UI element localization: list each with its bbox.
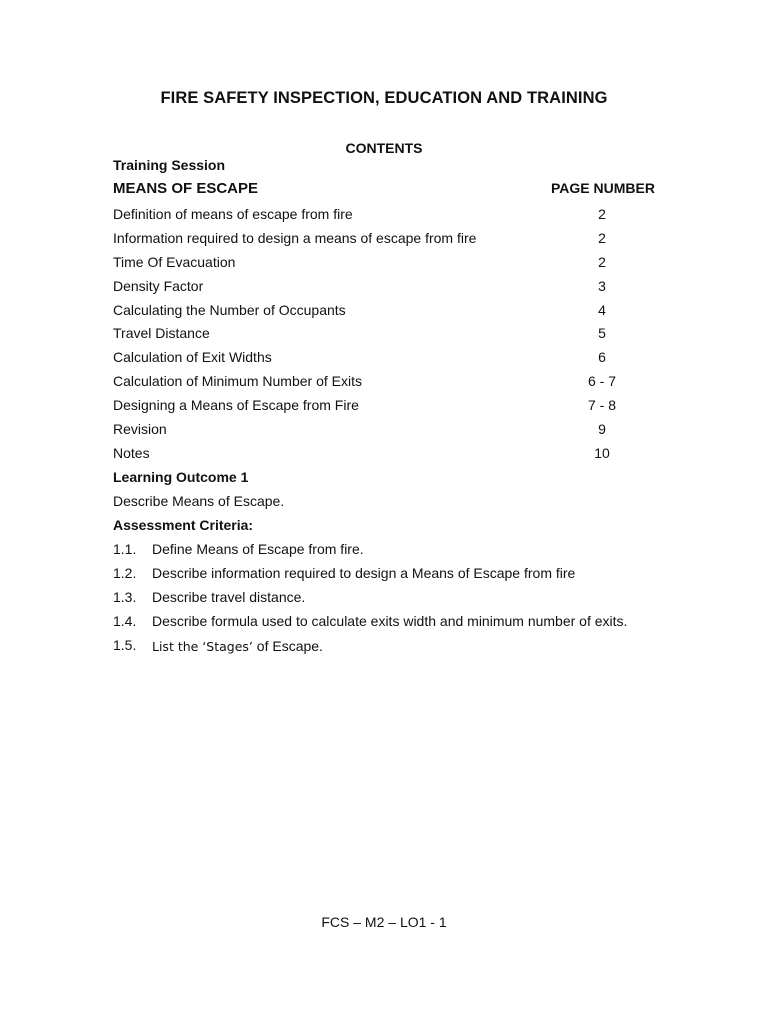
- toc-topic: Revision: [113, 421, 167, 438]
- toc-row: [0, 230, 768, 254]
- toc-row: [0, 445, 768, 469]
- page-footer: FCS – M2 – LO1 - 1: [321, 914, 447, 930]
- criteria-item: [0, 589, 768, 613]
- criteria-number: 1.5.: [113, 636, 137, 653]
- toc-topic: Calculating the Number of Occupants: [113, 301, 346, 318]
- training-session-label: Training Session: [113, 157, 226, 173]
- toc-topic: Designing a Means of Escape from Fire: [113, 397, 359, 414]
- criteria-text: Define Means of Escape from fire.: [152, 541, 364, 557]
- page-number-header: PAGE NUMBER: [551, 180, 655, 196]
- criteria-number: 1.2.: [113, 564, 137, 581]
- toc-row: [0, 421, 768, 445]
- criteria-item: [0, 541, 768, 565]
- criteria-text: Describe formula used to calculate exits width and minimum number of exits.: [152, 612, 628, 629]
- criteria-text: Describe information required to design a Means of Escape from fire: [152, 564, 576, 581]
- criteria-text: [152, 638, 323, 654]
- toc-page-number: 2: [598, 253, 606, 270]
- toc-page-number: 5: [598, 325, 606, 342]
- document-title: FIRE SAFETY INSPECTION, EDUCATION AND TRAINING: [160, 89, 608, 107]
- criteria-item: [0, 613, 768, 637]
- learning-outcome-heading: Learning Outcome 1: [113, 469, 249, 485]
- toc-page-number: 9: [598, 421, 606, 438]
- toc-topic: Time Of Evacuation: [113, 253, 236, 270]
- toc-page-number: 2: [598, 229, 606, 246]
- toc-row: [0, 302, 768, 326]
- criteria-number: 1.4.: [113, 612, 137, 629]
- toc-page-number: 4: [598, 301, 606, 318]
- criteria-item: [0, 637, 768, 661]
- toc-page-number: 10: [594, 444, 610, 461]
- learning-outcome-text: Describe Means of Escape.: [113, 493, 285, 509]
- contents-heading: CONTENTS: [345, 140, 423, 156]
- toc-page-number: 6 - 7: [587, 373, 616, 390]
- toc-page-number: 6: [598, 349, 606, 366]
- toc-row: [0, 206, 768, 230]
- criteria-text-tail: of Escape.: [252, 637, 323, 654]
- toc-topic: Travel Distance: [113, 325, 210, 342]
- criteria-item: [0, 565, 768, 589]
- criteria-text: Describe travel distance.: [152, 588, 306, 605]
- toc-topic: Definition of means of escape from fire: [113, 206, 353, 222]
- toc-row: [0, 325, 768, 349]
- criteria-text-stages: List the ‘Stages’: [152, 638, 253, 654]
- assessment-criteria-heading: Assessment Criteria:: [113, 517, 254, 533]
- toc-topic: Notes: [113, 444, 150, 461]
- toc-row: [0, 373, 768, 397]
- toc-page-number: 3: [598, 277, 606, 294]
- toc-row: [0, 278, 768, 302]
- criteria-number: 1.3.: [113, 588, 137, 605]
- toc-topic: Density Factor: [113, 277, 204, 294]
- toc-page-number: 7 - 8: [587, 397, 616, 414]
- assessment-criteria-list: [0, 541, 768, 660]
- toc-topic: Information required to design a means of escape from fire: [113, 229, 477, 246]
- session-title: MEANS OF ESCAPE: [113, 180, 259, 197]
- toc-row: [0, 254, 768, 278]
- toc-row: [0, 397, 768, 421]
- toc-page-number: 2: [598, 206, 606, 222]
- criteria-number: 1.1.: [113, 541, 137, 557]
- toc-row: [0, 349, 768, 373]
- toc-topic: Calculation of Minimum Number of Exits: [113, 373, 362, 390]
- contents-table: [0, 206, 768, 469]
- toc-topic: Calculation of Exit Widths: [113, 349, 272, 366]
